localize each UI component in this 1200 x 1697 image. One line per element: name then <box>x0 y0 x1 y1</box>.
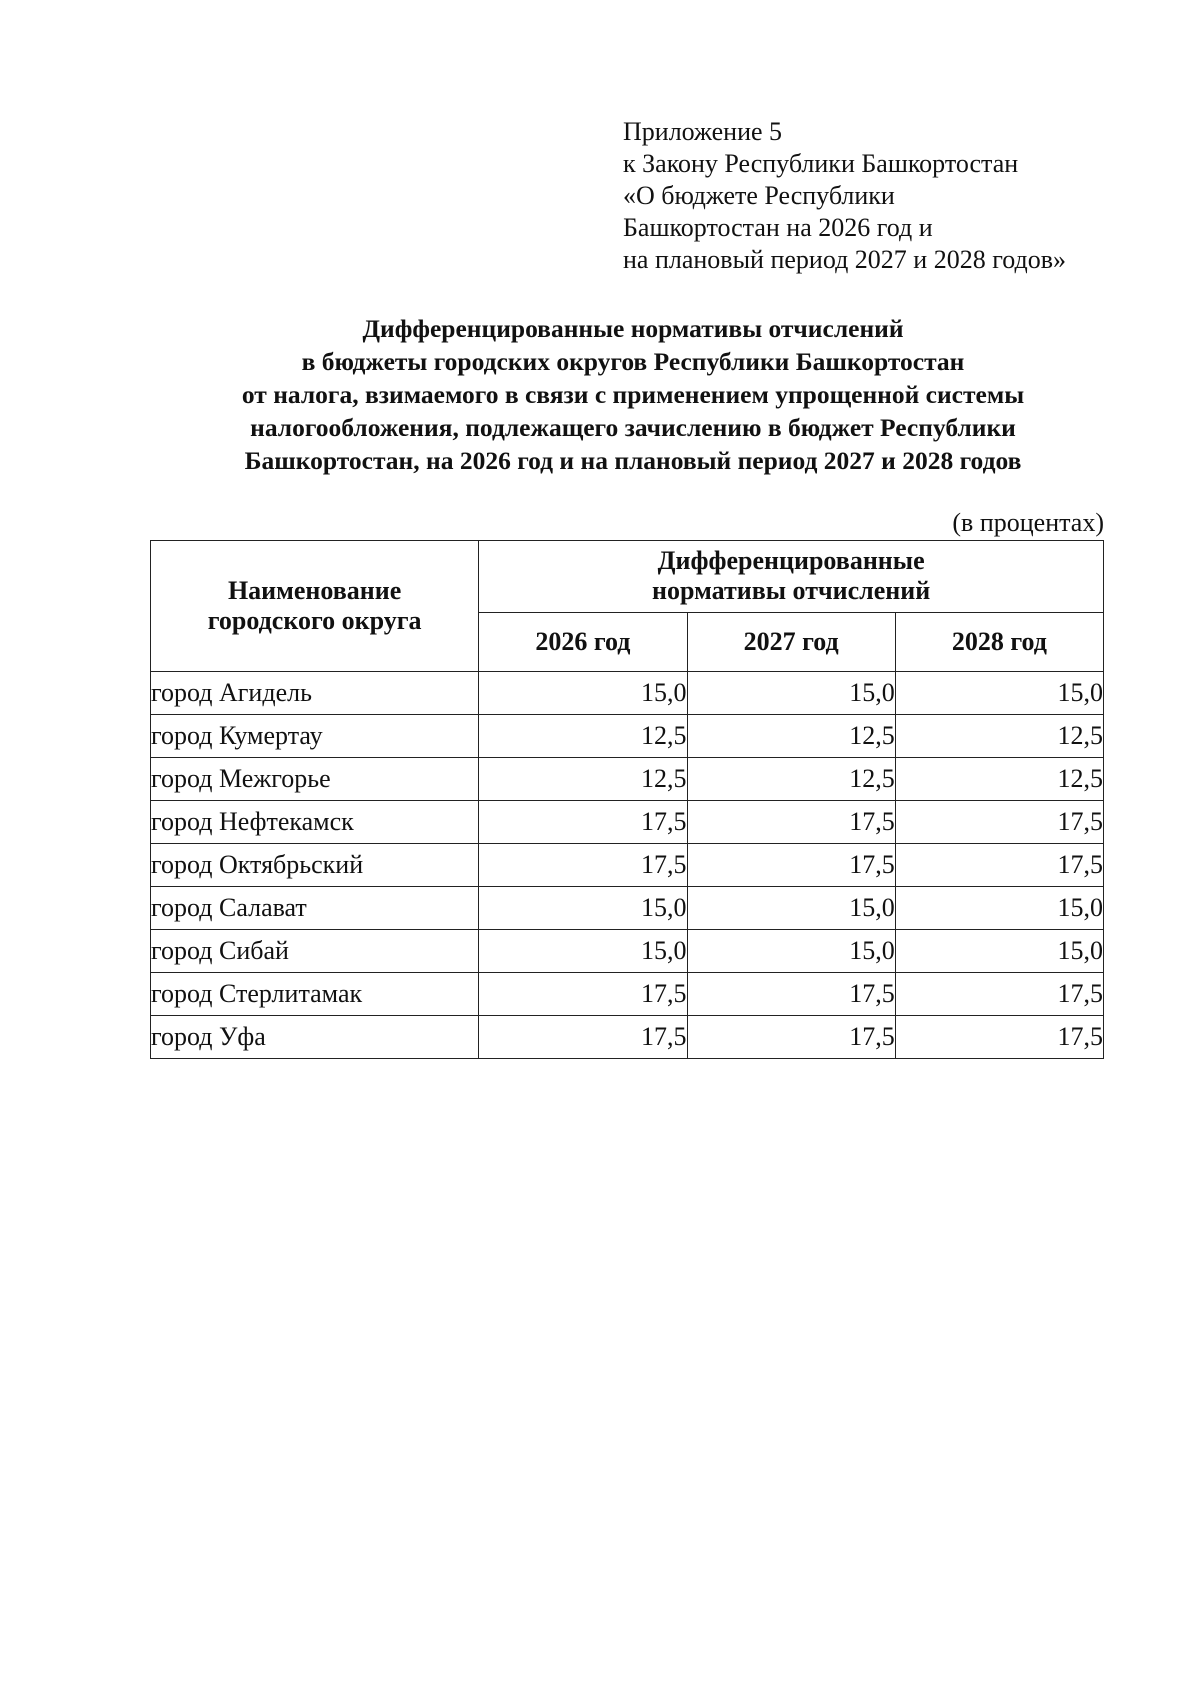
appendix-line: к Закону Республики Башкортостан <box>623 149 1019 178</box>
district-name-cell: город Октябрьский <box>151 844 479 887</box>
value-cell-2027: 17,5 <box>687 801 895 844</box>
table-row <box>151 1016 1104 1059</box>
column-header-2027: 2027 год <box>687 612 895 671</box>
value-cell-2027: 15,0 <box>687 930 895 973</box>
title-line: Башкортостан, на 2026 год и на плановый период 2027 и 2028 годов <box>244 446 1022 475</box>
table-header <box>151 541 1104 672</box>
value-cell-2028: 15,0 <box>895 887 1103 930</box>
value-cell-2026: 15,0 <box>479 672 687 715</box>
column-header-2028: 2028 год <box>895 612 1103 671</box>
district-name-cell: город Салават <box>151 887 479 930</box>
value-cell-2026: 17,5 <box>479 844 687 887</box>
district-name-cell: город Межгорье <box>151 758 479 801</box>
district-name-cell: город Кумертау <box>151 715 479 758</box>
title-line: налогообложения, подлежащего зачислению в бюджет Республики <box>250 413 1016 442</box>
column-group-header-norms <box>479 541 1104 613</box>
value-cell-2028: 15,0 <box>895 930 1103 973</box>
table-row <box>151 973 1104 1016</box>
value-cell-2026: 12,5 <box>479 715 687 758</box>
table-row <box>151 801 1104 844</box>
value-cell-2028: 15,0 <box>895 672 1103 715</box>
column-header-district-name <box>151 541 479 672</box>
value-cell-2028: 12,5 <box>895 758 1103 801</box>
title-line: Дифференцированные нормативы отчислений <box>362 314 904 343</box>
value-cell-2028: 12,5 <box>895 715 1103 758</box>
district-name-cell: город Стерлитамак <box>151 973 479 1016</box>
norms-table <box>150 540 1104 1059</box>
value-cell-2027: 15,0 <box>687 672 895 715</box>
value-cell-2027: 17,5 <box>687 973 895 1016</box>
appendix-line: Башкортостан на 2026 год и <box>623 213 933 242</box>
value-cell-2027: 15,0 <box>687 887 895 930</box>
table-row <box>151 930 1104 973</box>
district-name-cell: город Сибай <box>151 930 479 973</box>
table-row <box>151 758 1104 801</box>
value-cell-2027: 12,5 <box>687 758 895 801</box>
value-cell-2026: 17,5 <box>479 973 687 1016</box>
value-cell-2026: 15,0 <box>479 887 687 930</box>
district-name-cell: город Агидель <box>151 672 479 715</box>
value-cell-2027: 17,5 <box>687 844 895 887</box>
units-note: (в процентах) <box>952 508 1104 537</box>
table-row <box>151 844 1104 887</box>
header-row <box>151 541 1104 613</box>
title-line: в бюджеты городских округов Республики Башкортостан <box>301 347 965 376</box>
value-cell-2026: 15,0 <box>479 930 687 973</box>
column-header-2026: 2026 год <box>479 612 687 671</box>
table-row <box>151 715 1104 758</box>
table-row <box>151 672 1104 715</box>
value-cell-2026: 17,5 <box>479 1016 687 1059</box>
document-title <box>150 312 1116 477</box>
title-line: от налога, взимаемого в связи с применением упрощенной системы <box>241 380 1025 409</box>
value-cell-2027: 12,5 <box>687 715 895 758</box>
value-cell-2028: 17,5 <box>895 801 1103 844</box>
appendix-line: на плановый период 2027 и 2028 годов» <box>623 245 1066 274</box>
header-line: нормативы отчислений <box>652 576 931 606</box>
appendix-line: Приложение 5 <box>623 117 783 146</box>
table-body <box>151 672 1104 1059</box>
district-name-cell: город Уфа <box>151 1016 479 1059</box>
district-name-cell: город Нефтекамск <box>151 801 479 844</box>
value-cell-2028: 17,5 <box>895 844 1103 887</box>
table-row <box>151 887 1104 930</box>
value-cell-2027: 17,5 <box>687 1016 895 1059</box>
appendix-header <box>623 116 1066 276</box>
value-cell-2028: 17,5 <box>895 1016 1103 1059</box>
value-cell-2028: 17,5 <box>895 973 1103 1016</box>
header-line: Наименование <box>227 576 402 605</box>
header-line: Дифференцированные <box>657 546 925 576</box>
appendix-line: «О бюджете Республики <box>623 181 895 210</box>
header-line: городского округа <box>207 606 422 635</box>
value-cell-2026: 17,5 <box>479 801 687 844</box>
value-cell-2026: 12,5 <box>479 758 687 801</box>
